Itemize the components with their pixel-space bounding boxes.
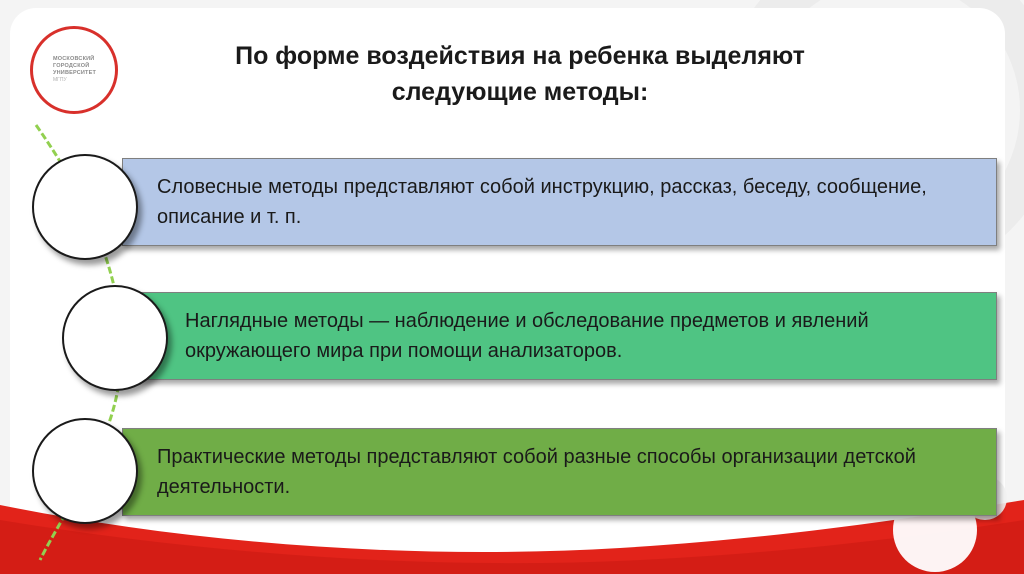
method-box-verbal bbox=[122, 158, 997, 246]
logo-abbreviation: МГПУ bbox=[53, 77, 67, 83]
method-text: Словесные методы представляют собой инструкцию, рассказ, беседу, сообщение, описание и т. п. bbox=[157, 176, 927, 228]
bullet-circle bbox=[32, 418, 138, 524]
logo-text-line: УНИВЕРСИТЕТ bbox=[53, 70, 97, 76]
method-box-visual bbox=[122, 292, 997, 380]
method-text: Наглядные методы — наблюдение и обследование предметов и явлений окружающего мира при помощи анализаторов. bbox=[185, 310, 869, 362]
method-box-practical bbox=[122, 428, 997, 516]
method-text: Практические методы представляют собой разные способы организации детской деятельности. bbox=[157, 446, 916, 498]
logo-text-line: МОСКОВСКИЙ bbox=[53, 56, 95, 62]
title-line-1: По форме воздействия на ребенка выделяют bbox=[235, 42, 805, 70]
logo-text-line: ГОРОДСКОЙ bbox=[53, 63, 90, 69]
bullet-circle bbox=[32, 154, 138, 260]
title-line-2: следующие методы: bbox=[391, 78, 649, 106]
bullet-circle bbox=[62, 285, 168, 391]
